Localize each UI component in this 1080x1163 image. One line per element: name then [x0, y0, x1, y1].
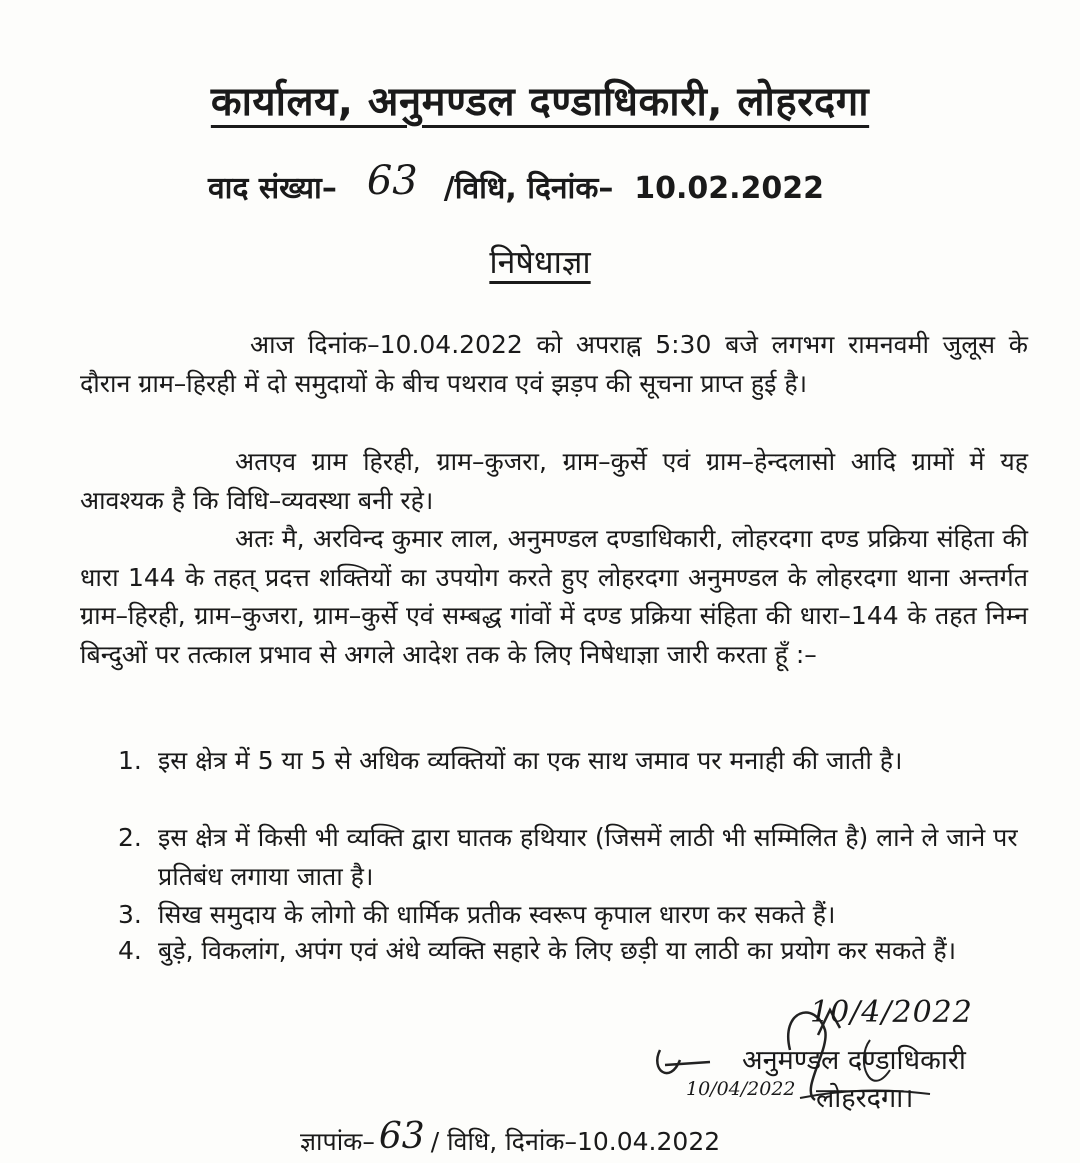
restriction-list — [118, 742, 1028, 971]
paragraph-villages: अतएव ग्राम हिरही, ग्राम–कुजरा, ग्राम–कुर्से एवं ग्राम–हेन्दलासो आदि ग्रामों में यह आवश्यक है कि विधि–व्यवस्था बनी रहे। — [80, 447, 1028, 515]
signature-designation: अनुमण्डल दण्डाधिकारी — [742, 1045, 966, 1076]
signature-date-handwritten-2: 10/04/2022 — [686, 1078, 796, 1100]
list-item: 3. सिख समुदाय के लोगो की धार्मिक प्रतीक स्वरूप कृपाल धारण कर सकते हैं। — [118, 900, 836, 929]
paragraph-incident: आज दिनांक–10.04.2022 को अपराह्न 5:30 बजे लगभग रामनवमी जुलूस के दौरान ग्राम–हिरही में दो समुदायों के बीच पथराव एवं झड़प की सूचना प्राप्त हुई है। — [80, 330, 1028, 398]
memo-suffix: / विधि, दिनांक–10.04.2022 — [430, 1127, 721, 1156]
memo-number-handwritten: 63 — [378, 1116, 425, 1157]
memo-label: ज्ञापांक– — [300, 1127, 375, 1156]
memo-line — [300, 1118, 720, 1159]
paragraph-order: अतः मै, अरविन्द कुमार लाल, अनुमण्डल दण्डाधिकारी, लोहरदगा दण्ड प्रक्रिया संहिता की धारा 144 के तहत् प्रदत्त शक्तियों का उपयोग करते हुए लोहरदगा अनुमण्डल के लोहरदगा थाना अन्तर्गत ग्राम–हिरही, ग्राम–कुजरा, ग्राम–कुर्से एवं सम्बद्ध गांवों में दण्ड प्रक्रिया संहिता की धारा–144 के तहत निम्न बिन्दुओं पर तत्काल प्रभाव से अगले आदेश तक के लिए निषेधाज्ञा जारी करता हूँ :– — [80, 524, 1028, 669]
list-item: 4. बुड़े, विकलांग, अपंग एवं अंधे व्यक्ति सहारे के लिए छड़ी या लाठी का प्रयोग कर सकते हैं। — [118, 936, 957, 965]
case-label: वाद संख्या– — [208, 171, 337, 206]
case-number-handwritten: 63 — [366, 158, 418, 204]
office-title: कार्यालय, अनुमण्डल दण्डाधिकारी, लोहरदगा — [210, 79, 870, 125]
list-item: 1. इस क्षेत्र में 5 या 5 से अधिक व्यक्तियों का एक साथ जमाव पर मनाही की जाती है। — [118, 746, 903, 775]
case-date: 10.02.2022 — [634, 171, 825, 206]
case-number-line — [208, 158, 825, 208]
case-suffix: /विधि, दिनांक– — [443, 171, 614, 206]
list-item: 2. इस क्षेत्र में किसी भी व्यक्ति द्वारा घातक हथियार (जिसमें लाठी भी सम्मिलित है) लाने ले जाने पर प्रतिबंध लगाया जाता है। — [118, 823, 1018, 891]
signature-place: लोहरदगा। — [816, 1083, 914, 1114]
signature-date-handwritten: 10/4/2022 — [810, 995, 973, 1030]
order-heading: निषेधाज्ञा — [489, 243, 591, 281]
